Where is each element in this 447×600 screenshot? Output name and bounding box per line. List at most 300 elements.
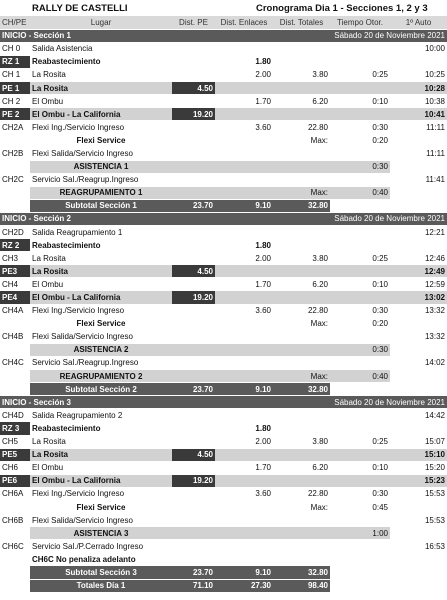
cell <box>330 356 390 369</box>
cell <box>330 409 390 422</box>
cell <box>0 566 30 579</box>
cell <box>172 186 215 199</box>
cell <box>172 330 215 343</box>
cell <box>215 265 273 278</box>
cell <box>172 226 215 239</box>
cell <box>330 291 390 304</box>
title-row <box>0 0 447 16</box>
stage-row <box>0 291 447 304</box>
cell: Salida Reagrupamiento 1 <box>30 226 172 239</box>
service-row <box>0 160 447 173</box>
column-header: Lugar <box>30 16 172 29</box>
cell: El Ombu - La California <box>30 291 172 304</box>
section-header <box>0 29 447 42</box>
cell <box>330 81 390 94</box>
cell: CH2C <box>0 173 30 186</box>
cell: 1.80 <box>215 55 273 68</box>
regroup-row <box>0 186 447 199</box>
cell <box>215 134 273 147</box>
cell: El Ombu <box>30 461 172 474</box>
cell: 10:25 <box>390 68 447 81</box>
table-row <box>0 435 447 448</box>
section-header <box>0 396 447 409</box>
cell: 9.10 <box>215 383 273 396</box>
cell: 3.60 <box>215 121 273 134</box>
cell: CH3 <box>0 252 30 265</box>
cell: REAGRUPAMIENTO 1 <box>30 186 172 199</box>
cell: La Rosita <box>30 68 172 81</box>
cell: REAGRUPAMIENTO 2 <box>30 370 172 383</box>
regroup-row <box>0 370 447 383</box>
cell <box>330 514 390 527</box>
cell: CH6A <box>0 487 30 500</box>
cell <box>330 226 390 239</box>
table-row <box>0 173 447 186</box>
cell <box>273 226 330 239</box>
cell: La Rosita <box>30 435 172 448</box>
table-row <box>0 540 447 553</box>
cell <box>390 500 447 513</box>
column-header: Dist. PE <box>172 16 215 29</box>
refuel-row <box>0 55 447 68</box>
table-row <box>0 121 447 134</box>
cell <box>172 527 215 540</box>
cell <box>215 81 273 94</box>
cell <box>172 343 215 356</box>
column-header: Tiempo Otor. <box>330 16 390 29</box>
cell <box>215 370 273 383</box>
cell: CH 2 <box>0 95 30 108</box>
cell: El Ombu <box>30 278 172 291</box>
table-row <box>0 68 447 81</box>
cell: CH 0 <box>0 42 30 55</box>
cell: 23.70 <box>172 383 215 396</box>
cell: Flexi Service <box>30 500 172 513</box>
cell: RZ 3 <box>0 422 30 435</box>
cell: 22.80 <box>273 487 330 500</box>
cell: 32.80 <box>273 566 330 579</box>
service-row <box>0 343 447 356</box>
totals-row <box>0 579 447 592</box>
cell: CH 1 <box>0 68 30 81</box>
cell <box>215 42 273 55</box>
cell <box>172 68 215 81</box>
cell: La Rosita <box>30 265 172 278</box>
cell <box>215 330 273 343</box>
cell: 12:59 <box>390 278 447 291</box>
cell <box>215 514 273 527</box>
cell: 0:40 <box>330 186 390 199</box>
column-header: CH/PE <box>0 16 30 29</box>
cell: 0:30 <box>330 160 390 173</box>
cell: CH4B <box>0 330 30 343</box>
cell: Flexi Ing./Servicio Ingreso <box>30 304 172 317</box>
table-row <box>0 42 447 55</box>
footer-note-row <box>0 553 447 566</box>
cell <box>172 147 215 160</box>
cell <box>172 356 215 369</box>
cell <box>390 343 447 356</box>
cell <box>390 566 447 579</box>
cell <box>390 186 447 199</box>
cell: CH2A <box>0 121 30 134</box>
cell: 10:38 <box>390 95 447 108</box>
subtotal-row <box>0 566 447 579</box>
cell: 3.80 <box>273 252 330 265</box>
cell: 13:32 <box>390 330 447 343</box>
cell: Salida Reagrupamiento 2 <box>30 409 172 422</box>
cell <box>172 278 215 291</box>
cell: 98.40 <box>273 579 330 592</box>
cell <box>330 239 390 252</box>
schedule-title: Cronograma Dia 1 - Secciones 1, 2 y 3 <box>256 2 428 14</box>
cell: Reabastecimiento <box>30 239 172 252</box>
cell: 1.70 <box>215 95 273 108</box>
cell: 0:10 <box>330 278 390 291</box>
cell: 9.10 <box>215 199 273 212</box>
cell: 6.20 <box>273 278 330 291</box>
cell: 3.60 <box>215 487 273 500</box>
cell <box>172 540 215 553</box>
cell: 2.00 <box>215 435 273 448</box>
cell <box>0 553 30 566</box>
cell <box>172 461 215 474</box>
cell <box>390 422 447 435</box>
cell <box>390 239 447 252</box>
section-date: Sábado 20 de Noviembre 2021 <box>273 212 447 225</box>
cell <box>172 514 215 527</box>
cell: CH6 <box>0 461 30 474</box>
cell <box>172 409 215 422</box>
cell: PE 2 <box>0 108 30 121</box>
cell: 10:41 <box>390 108 447 121</box>
cell <box>330 265 390 278</box>
cell: La Rosita <box>30 448 172 461</box>
cell <box>172 500 215 513</box>
cell: 1.80 <box>215 422 273 435</box>
cell: 2.00 <box>215 252 273 265</box>
cell: 15:07 <box>390 435 447 448</box>
cell: 14:02 <box>390 356 447 369</box>
cell <box>0 186 30 199</box>
cell: 11:11 <box>390 121 447 134</box>
cell <box>215 108 273 121</box>
cell: 14:42 <box>390 409 447 422</box>
cell <box>172 304 215 317</box>
cell: 3.60 <box>215 304 273 317</box>
cell: Subtotal Sección 1 <box>30 199 172 212</box>
refuel-row <box>0 239 447 252</box>
cell: Max: <box>273 500 330 513</box>
cell: 0:10 <box>330 461 390 474</box>
section-date: Sábado 20 de Noviembre 2021 <box>273 396 447 409</box>
table-row <box>0 409 447 422</box>
cell <box>215 160 273 173</box>
cell: CH5 <box>0 435 30 448</box>
cell <box>390 527 447 540</box>
cell: CH4C <box>0 356 30 369</box>
cell: 22.80 <box>273 121 330 134</box>
cell <box>172 173 215 186</box>
cell <box>273 173 330 186</box>
subtotal-row <box>0 383 447 396</box>
cell <box>390 383 447 396</box>
cell <box>273 42 330 55</box>
cell: 0:25 <box>330 435 390 448</box>
cell: 22.80 <box>273 304 330 317</box>
cell: 0:30 <box>330 343 390 356</box>
cell <box>215 540 273 553</box>
schedule-body <box>0 16 447 592</box>
cell <box>330 173 390 186</box>
cell: 1:00 <box>330 527 390 540</box>
table-row <box>0 95 447 108</box>
cell: 1.70 <box>215 461 273 474</box>
cell <box>330 42 390 55</box>
cell: 10:00 <box>390 42 447 55</box>
cell <box>330 330 390 343</box>
cell: Servicio Sal./P.Cerrado Ingreso <box>30 540 172 553</box>
cell <box>273 265 330 278</box>
service-row <box>0 527 447 540</box>
event-title: RALLY DE CASTELLI <box>32 2 128 14</box>
table-row <box>0 304 447 317</box>
cell: Flexi Ing./Servicio Ingreso <box>30 487 172 500</box>
cell: Max: <box>273 317 330 330</box>
cell: CH6C <box>0 540 30 553</box>
cell: CH6B <box>0 514 30 527</box>
cell <box>273 330 330 343</box>
cell <box>215 474 273 487</box>
cell: 0:30 <box>330 304 390 317</box>
cell: Flexi Salida/Servicio Ingreso <box>30 514 172 527</box>
cell: 19.20 <box>172 474 215 487</box>
cell: PE4 <box>0 291 30 304</box>
flexi-service-row <box>0 500 447 513</box>
cell <box>0 579 30 592</box>
cell: 19.20 <box>172 291 215 304</box>
cell: Servicio Sal./Reagrup.Ingreso <box>30 356 172 369</box>
cell: 19.20 <box>172 108 215 121</box>
cell: RZ 2 <box>0 239 30 252</box>
cell: 4.50 <box>172 81 215 94</box>
cell <box>330 199 390 212</box>
cell <box>0 199 30 212</box>
cell: 6.20 <box>273 461 330 474</box>
cell <box>0 134 30 147</box>
cell <box>273 527 330 540</box>
table-row <box>0 252 447 265</box>
cell <box>273 514 330 527</box>
refuel-row <box>0 422 447 435</box>
cell: 15:23 <box>390 474 447 487</box>
cell <box>0 370 30 383</box>
cell <box>0 500 30 513</box>
stage-row <box>0 81 447 94</box>
cell: Totales Día 1 <box>30 579 172 592</box>
cell <box>172 422 215 435</box>
cell <box>330 540 390 553</box>
cell <box>330 448 390 461</box>
cell <box>0 343 30 356</box>
cell: Subtotal Sección 2 <box>30 383 172 396</box>
cell: Subtotal Sección 3 <box>30 566 172 579</box>
cell: La Rosita <box>30 252 172 265</box>
cell <box>390 317 447 330</box>
cell: 6.20 <box>273 95 330 108</box>
section-date: Sábado 20 de Noviembre 2021 <box>273 29 447 42</box>
cell <box>273 81 330 94</box>
schedule-table <box>0 16 447 593</box>
cell <box>215 147 273 160</box>
cell <box>172 134 215 147</box>
section-title: INICIO - Sección 1 <box>0 29 273 42</box>
cell <box>172 435 215 448</box>
cell: Reabastecimiento <box>30 422 172 435</box>
cell: 2.00 <box>215 68 273 81</box>
cell: 27.30 <box>215 579 273 592</box>
cell: 13:02 <box>390 291 447 304</box>
cell: 4.50 <box>172 448 215 461</box>
cell: Salida Asistencia <box>30 42 172 55</box>
cell: CH2D <box>0 226 30 239</box>
cell: ASISTENCIA 2 <box>30 343 172 356</box>
cell: Max: <box>273 134 330 147</box>
stage-row <box>0 448 447 461</box>
cell <box>215 448 273 461</box>
cell <box>273 448 330 461</box>
cell: El Ombu - La California <box>30 474 172 487</box>
cell <box>215 291 273 304</box>
cell: 10:28 <box>390 81 447 94</box>
cell <box>215 500 273 513</box>
table-row <box>0 356 447 369</box>
cell: 12:46 <box>390 252 447 265</box>
cell <box>0 317 30 330</box>
cell <box>0 160 30 173</box>
cell: 0:10 <box>330 95 390 108</box>
cell: PE6 <box>0 474 30 487</box>
cell: 12:21 <box>390 226 447 239</box>
cell <box>215 527 273 540</box>
cell: Reabastecimiento <box>30 55 172 68</box>
cell: RZ 1 <box>0 55 30 68</box>
column-header: Dist. Enlaces <box>215 16 273 29</box>
cell <box>390 370 447 383</box>
cell: 71.10 <box>172 579 215 592</box>
cell: CH4 <box>0 278 30 291</box>
cell <box>172 239 215 252</box>
table-row <box>0 330 447 343</box>
cell: PE5 <box>0 448 30 461</box>
cell: El Ombu <box>30 95 172 108</box>
cell <box>330 474 390 487</box>
table-row <box>0 226 447 239</box>
cell: ASISTENCIA 3 <box>30 527 172 540</box>
cell <box>390 199 447 212</box>
cell <box>390 160 447 173</box>
cell: 32.80 <box>273 383 330 396</box>
cell: 23.70 <box>172 199 215 212</box>
column-header: Dist. Totales <box>273 16 330 29</box>
cell: 0:20 <box>330 317 390 330</box>
subtotal-row <box>0 199 447 212</box>
cell <box>0 527 30 540</box>
cell: PE3 <box>0 265 30 278</box>
cell <box>172 42 215 55</box>
cell: CH4D <box>0 409 30 422</box>
cell: 12:49 <box>390 265 447 278</box>
cell <box>330 147 390 160</box>
cell <box>273 160 330 173</box>
cell: 1.70 <box>215 278 273 291</box>
section-title: INICIO - Sección 3 <box>0 396 273 409</box>
cell <box>273 108 330 121</box>
table-row <box>0 147 447 160</box>
flexi-service-row <box>0 317 447 330</box>
cell: 15:10 <box>390 448 447 461</box>
cell: Flexi Salida/Servicio Ingreso <box>30 330 172 343</box>
cell: 4.50 <box>172 265 215 278</box>
stage-row <box>0 108 447 121</box>
cell: 13:32 <box>390 304 447 317</box>
cell <box>273 422 330 435</box>
cell <box>172 370 215 383</box>
cell <box>330 422 390 435</box>
cell <box>172 55 215 68</box>
table-row <box>0 487 447 500</box>
section-header <box>0 212 447 225</box>
cell: Max: <box>273 370 330 383</box>
cell <box>273 474 330 487</box>
cell <box>273 356 330 369</box>
stage-row <box>0 265 447 278</box>
cell: Servicio Sal./Reagrup.Ingreso <box>30 173 172 186</box>
section-title: INICIO - Sección 2 <box>0 212 273 225</box>
cell: ASISTENCIA 1 <box>30 160 172 173</box>
footer-note: CH6C No penaliza adelanto <box>30 553 447 566</box>
cell <box>273 540 330 553</box>
cell <box>330 55 390 68</box>
cell: 0:45 <box>330 500 390 513</box>
cell: 3.80 <box>273 435 330 448</box>
cell: PE 1 <box>0 81 30 94</box>
cell: CH2B <box>0 147 30 160</box>
cell: CH4A <box>0 304 30 317</box>
cell: Max: <box>273 186 330 199</box>
cell <box>172 160 215 173</box>
cell <box>330 579 390 592</box>
cell: 9.10 <box>215 566 273 579</box>
cell: 15:53 <box>390 514 447 527</box>
cell <box>330 383 390 396</box>
cell: 0:40 <box>330 370 390 383</box>
flexi-service-row <box>0 134 447 147</box>
cell <box>390 134 447 147</box>
cell <box>172 487 215 500</box>
cell <box>215 173 273 186</box>
cell <box>390 579 447 592</box>
cell <box>273 239 330 252</box>
cell: Flexi Service <box>30 134 172 147</box>
cell: 1.80 <box>215 239 273 252</box>
cell <box>0 383 30 396</box>
cell <box>172 121 215 134</box>
cell: 23.70 <box>172 566 215 579</box>
cell <box>215 317 273 330</box>
cell <box>273 343 330 356</box>
cell <box>215 186 273 199</box>
